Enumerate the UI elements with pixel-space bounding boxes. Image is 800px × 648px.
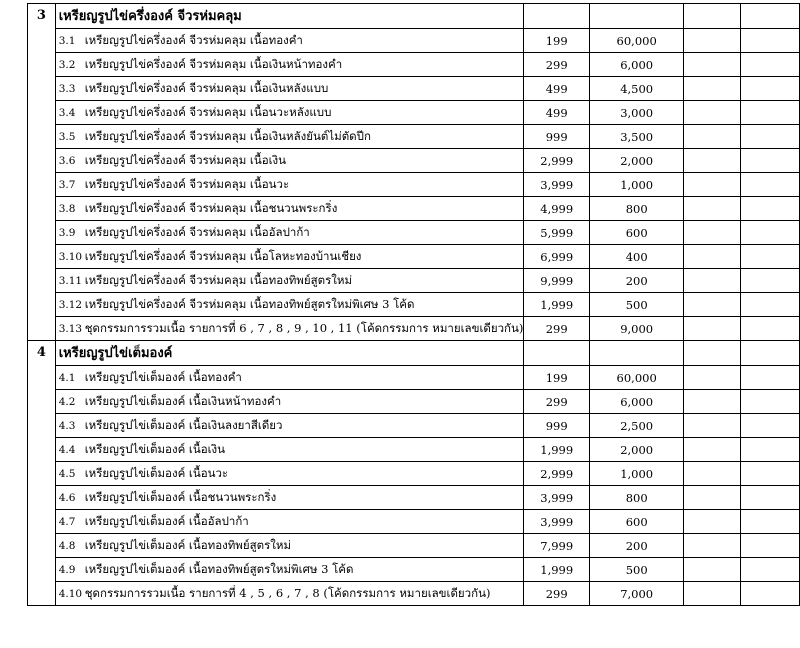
section-number: 4 (28, 341, 56, 366)
item-price: 299 (524, 390, 590, 414)
item-price: 299 (524, 582, 590, 606)
item-text: เหรียญรูปไข่ครึ่งองค์ จีวรห่มคลุม เนื้อเงินหน้าทองคำ (84, 57, 343, 71)
item-text: เหรียญรูปไข่ครึ่งองค์ จีวรห่มคลุม เนื้อทองทิพย์สูตรใหม่ (84, 273, 353, 287)
section-title: เหรียญรูปไข่ครึ่งองค์ จีวรห่มคลุม (58, 8, 242, 24)
item-quantity: 500 (590, 293, 684, 317)
item-description (55, 221, 524, 245)
item-text: เหรียญรูปไข่เต็มองค์ เนื้อทองคำ (84, 370, 242, 384)
table-row (28, 366, 800, 390)
item-code: 4.3 (58, 420, 76, 432)
item-price: 3,999 (524, 173, 590, 197)
item-code: 4.5 (58, 468, 76, 480)
table-row (28, 582, 800, 606)
item-code: 3.1 (58, 35, 76, 47)
item-text: เหรียญรูปไข่ครึ่งองค์ จีวรห่มคลุม เนื้อเงิน (84, 153, 287, 167)
item-description (55, 149, 524, 173)
item-description (55, 197, 524, 221)
item-description (55, 366, 524, 390)
item-text: เหรียญรูปไข่เต็มองค์ เนื้อทองทิพย์สูตรใหม่พิเศษ 3 โค้ด (84, 562, 354, 576)
item-code: 3.8 (58, 203, 76, 215)
table-row (28, 534, 800, 558)
table-row (28, 558, 800, 582)
item-description (55, 125, 524, 149)
table-row (28, 510, 800, 534)
item-code: 3.2 (58, 59, 76, 71)
table-row (28, 390, 800, 414)
item-quantity: 3,000 (590, 101, 684, 125)
section-header-row (28, 341, 800, 366)
item-price: 499 (524, 77, 590, 101)
item-code: 4.10 (58, 588, 83, 600)
table-row (28, 101, 800, 125)
item-text: เหรียญรูปไข่ครึ่งองค์ จีวรห่มคลุม เนื้อเงินหลังแบบ (84, 81, 329, 95)
section-header-row (28, 4, 800, 29)
item-quantity: 60,000 (590, 29, 684, 53)
item-text: เหรียญรูปไข่เต็มองค์ เนื้อเงิน (84, 442, 226, 456)
item-text: เหรียญรูปไข่ครึ่งองค์ จีวรห่มคลุม เนื้ออัลปาก้า (84, 225, 310, 239)
item-price: 7,999 (524, 534, 590, 558)
item-code: 4.2 (58, 396, 76, 408)
table-row (28, 77, 800, 101)
item-description (55, 390, 524, 414)
item-quantity: 6,000 (590, 53, 684, 77)
item-text: ชุดกรรมการรวมเนื้อ รายการที่ 6 , 7 , 8 , 9 , 10 , 11 (โค้ดกรรมการ หมายเลขเดียวกัน) (84, 321, 524, 335)
item-description (55, 582, 524, 606)
item-code: 3.7 (58, 179, 76, 191)
item-code: 4.7 (58, 516, 76, 528)
item-code: 3.6 (58, 155, 76, 167)
item-description (55, 269, 524, 293)
item-text: เหรียญรูปไข่เต็มองค์ เนื้อเงินลงยาสีเดียว (84, 418, 283, 432)
table-row (28, 486, 800, 510)
empty-cell (741, 4, 800, 29)
item-text: เหรียญรูปไข่เต็มองค์ เนื้อชนวนพระกริ่ง (84, 490, 277, 504)
item-text: เหรียญรูปไข่เต็มองค์ เนื้อนวะ (84, 466, 229, 480)
item-text: เหรียญรูปไข่ครึ่งองค์ จีวรห่มคลุม เนื้อชนวนพระกริ่ง (84, 201, 338, 215)
item-quantity: 6,000 (590, 390, 684, 414)
item-description (55, 534, 524, 558)
item-price: 1,999 (524, 438, 590, 462)
item-price: 1,999 (524, 558, 590, 582)
table-row (28, 221, 800, 245)
item-quantity: 60,000 (590, 366, 684, 390)
item-code: 3.4 (58, 107, 76, 119)
item-description (55, 317, 524, 341)
section-title: เหรียญรูปไข่เต็มองค์ (58, 345, 173, 361)
item-quantity: 800 (590, 486, 684, 510)
table-row (28, 269, 800, 293)
item-quantity: 1,000 (590, 173, 684, 197)
table-row (28, 173, 800, 197)
item-price: 999 (524, 414, 590, 438)
item-text: เหรียญรูปไข่ครึ่งองค์ จีวรห่มคลุม เนื้อโลหะทองบ้านเชียง (84, 249, 362, 263)
table-row (28, 293, 800, 317)
item-code: 3.10 (58, 251, 83, 263)
table-row (28, 414, 800, 438)
section-title-cell (55, 341, 524, 366)
item-price: 2,999 (524, 462, 590, 486)
item-quantity: 500 (590, 558, 684, 582)
item-code: 3.11 (58, 275, 83, 287)
table-row (28, 462, 800, 486)
item-text: เหรียญรูปไข่ครึ่งองค์ จีวรห่มคลุม เนื้อทองคำ (84, 33, 303, 47)
item-code: 4.8 (58, 540, 76, 552)
item-quantity: 200 (590, 269, 684, 293)
item-quantity: 4,500 (590, 77, 684, 101)
item-description (55, 486, 524, 510)
item-code: 3.3 (58, 83, 76, 95)
item-quantity: 2,000 (590, 149, 684, 173)
item-price: 9,999 (524, 269, 590, 293)
price-table (27, 3, 800, 606)
item-price: 2,999 (524, 149, 590, 173)
item-text: เหรียญรูปไข่เต็มองค์ เนื้อทองทิพย์สูตรใหม่ (84, 538, 292, 552)
item-price: 6,999 (524, 245, 590, 269)
item-text: เหรียญรูปไข่ครึ่งองค์ จีวรห่มคลุม เนื้อทองทิพย์สูตรใหม่พิเศษ 3 โค้ด (84, 297, 415, 311)
item-price: 3,999 (524, 486, 590, 510)
item-code: 3.5 (58, 131, 76, 143)
item-text: เหรียญรูปไข่ครึ่งองค์ จีวรห่มคลุม เนื้อเงินหลังยันต์ไม่ตัดปีก (84, 129, 371, 143)
item-price: 5,999 (524, 221, 590, 245)
item-description (55, 77, 524, 101)
item-price: 499 (524, 101, 590, 125)
item-price: 999 (524, 125, 590, 149)
item-code: 4.6 (58, 492, 76, 504)
item-text: เหรียญรูปไข่ครึ่งองค์ จีวรห่มคลุม เนื้อนวะ (84, 177, 290, 191)
item-description (55, 510, 524, 534)
item-code: 3.13 (58, 323, 83, 335)
table-row (28, 317, 800, 341)
item-code: 3.12 (58, 299, 83, 311)
item-price: 1,999 (524, 293, 590, 317)
item-quantity: 400 (590, 245, 684, 269)
price-cell (524, 4, 590, 29)
item-code: 4.9 (58, 564, 76, 576)
table-row (28, 438, 800, 462)
item-description (55, 438, 524, 462)
item-quantity: 1,000 (590, 462, 684, 486)
item-quantity: 3,500 (590, 125, 684, 149)
item-quantity: 9,000 (590, 317, 684, 341)
item-price: 4,999 (524, 197, 590, 221)
empty-cell (684, 4, 741, 29)
item-quantity: 800 (590, 197, 684, 221)
section-title-cell (55, 4, 524, 29)
item-price: 3,999 (524, 510, 590, 534)
table-row (28, 125, 800, 149)
item-description (55, 29, 524, 53)
item-description (55, 462, 524, 486)
item-price: 299 (524, 317, 590, 341)
item-code: 4.4 (58, 444, 76, 456)
item-code: 4.1 (58, 372, 76, 384)
item-quantity: 600 (590, 510, 684, 534)
item-text: เหรียญรูปไข่ครึ่งองค์ จีวรห่มคลุม เนื้อนวะหลังแบบ (84, 105, 332, 119)
table-row (28, 29, 800, 53)
table-row (28, 149, 800, 173)
item-description (55, 245, 524, 269)
item-text: เหรียญรูปไข่เต็มองค์ เนื้ออัลปาก้า (84, 514, 249, 528)
item-description (55, 558, 524, 582)
section-number: 3 (28, 4, 56, 29)
item-quantity: 2,500 (590, 414, 684, 438)
item-description (55, 101, 524, 125)
item-quantity: 600 (590, 221, 684, 245)
item-text: ชุดกรรมการรวมเนื้อ รายการที่ 4 , 5 , 6 , 7 , 8 (โค้ดกรรมการ หมายเลขเดียวกัน) (84, 586, 491, 600)
table-row (28, 245, 800, 269)
item-description (55, 414, 524, 438)
item-description (55, 53, 524, 77)
item-code: 3.9 (58, 227, 76, 239)
item-price: 199 (524, 29, 590, 53)
item-quantity: 200 (590, 534, 684, 558)
item-price: 299 (524, 53, 590, 77)
quantity-cell (590, 4, 684, 29)
item-text: เหรียญรูปไข่เต็มองค์ เนื้อเงินหน้าทองคำ (84, 394, 282, 408)
item-quantity: 2,000 (590, 438, 684, 462)
item-description (55, 173, 524, 197)
item-description (55, 293, 524, 317)
item-quantity: 7,000 (590, 582, 684, 606)
item-price: 199 (524, 366, 590, 390)
table-row (28, 53, 800, 77)
table-row (28, 197, 800, 221)
